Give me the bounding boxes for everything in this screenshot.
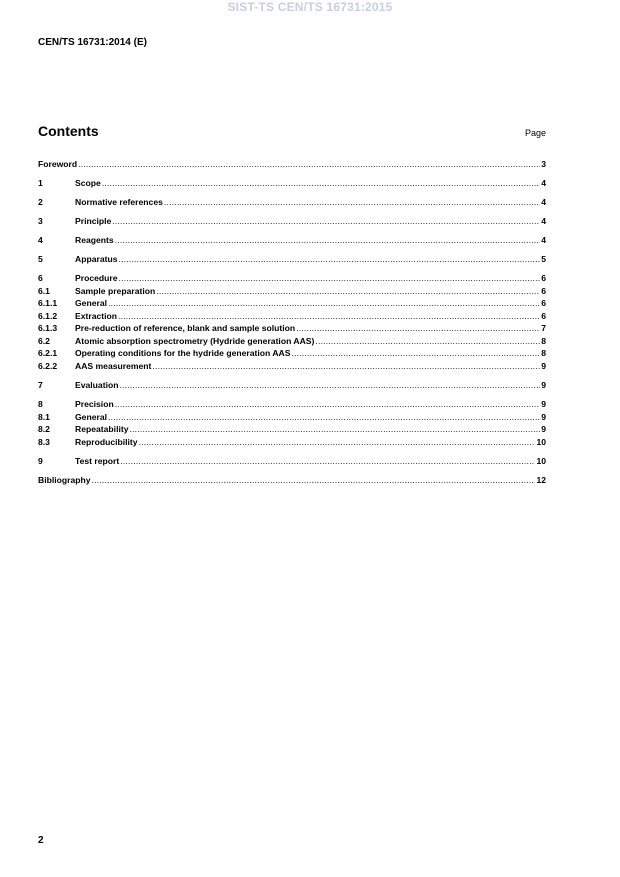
toc-entry[interactable]	[38, 215, 546, 228]
dot-leader	[156, 285, 540, 298]
dot-leader	[292, 347, 541, 360]
toc-entry-title: Evaluation	[75, 380, 119, 391]
toc-entry-title: Procedure	[75, 272, 118, 283]
dot-leader	[119, 379, 540, 392]
toc-entry-title: Operating conditions for the hydride generation AAS	[75, 348, 291, 359]
toc-entry-title: Apparatus	[75, 253, 118, 264]
dot-leader	[78, 158, 540, 171]
dot-leader	[120, 455, 535, 468]
toc-entry[interactable]	[38, 322, 546, 335]
dot-leader	[296, 322, 540, 335]
toc-entry-number: 8	[38, 399, 43, 410]
toc-entry-number: 1	[38, 177, 43, 188]
toc-entry[interactable]	[38, 455, 546, 468]
contents-title: Contents	[38, 123, 99, 139]
toc-entry-title: Normative references	[75, 196, 163, 207]
toc-entry-number: 6.2.2	[38, 361, 58, 372]
table-of-contents	[38, 158, 546, 486]
toc-entry-page: 7	[541, 323, 546, 334]
toc-entry-number: 8.1	[38, 411, 50, 422]
toc-entry-page: 9	[541, 361, 546, 372]
toc-entry[interactable]	[38, 158, 546, 171]
page-column-label: Page	[524, 128, 546, 138]
toc-entry-page: 9	[541, 411, 546, 422]
toc-entry-title: Repeatability	[75, 424, 129, 435]
toc-entry-title: Precision	[75, 399, 114, 410]
dot-leader	[164, 196, 540, 209]
dot-leader	[315, 335, 540, 348]
toc-entry-number: 2	[38, 196, 43, 207]
dot-leader	[119, 272, 541, 285]
toc-entry-title: General	[75, 411, 108, 422]
toc-entry-title: Extraction	[75, 310, 118, 321]
toc-entry-title: Pre-reduction of reference, blank and sample solution	[75, 323, 296, 334]
dot-leader	[102, 177, 540, 190]
toc-entry[interactable]	[38, 253, 546, 266]
toc-entry-page: 5	[541, 253, 546, 264]
toc-entry-number: 5	[38, 253, 43, 264]
toc-entry[interactable]	[38, 177, 546, 190]
toc-entry-page: 4	[541, 215, 546, 226]
toc-entry-number: 6	[38, 272, 43, 283]
toc-entry[interactable]	[38, 196, 546, 209]
toc-entry-number: 6.1	[38, 285, 50, 296]
toc-entry[interactable]	[38, 379, 546, 392]
toc-entry-title: Test report	[75, 455, 120, 466]
toc-entry-title: Reproducibility	[75, 436, 138, 447]
toc-entry-number: 7	[38, 380, 43, 391]
toc-entry-title: Atomic absorption spectrometry (Hydride generation AAS)	[75, 335, 315, 346]
toc-entry-page: 9	[541, 380, 546, 391]
dot-leader	[118, 310, 540, 323]
toc-entry-title: Principle	[75, 215, 112, 226]
toc-entry[interactable]	[38, 335, 546, 348]
watermark-text: SIST-TS CEN/TS 16731:2015	[227, 0, 393, 14]
toc-entry-title: Bibliography	[38, 474, 91, 485]
toc-entry-number: 8.2	[38, 424, 50, 435]
dot-leader	[139, 436, 536, 449]
toc-entry[interactable]	[38, 474, 546, 487]
toc-entry-page: 6	[541, 272, 546, 283]
dot-leader	[115, 398, 541, 411]
toc-entry-title: Foreword	[38, 159, 78, 169]
toc-entry-number: 6.1.1	[38, 298, 58, 309]
dot-leader	[130, 423, 541, 436]
toc-entry-page: 12	[536, 474, 546, 485]
toc-entry-page: 9	[541, 399, 546, 410]
toc-entry[interactable]	[38, 272, 546, 285]
toc-entry-title: Sample preparation	[75, 285, 156, 296]
toc-entry-page: 6	[541, 285, 546, 296]
toc-entry-number: 6.2.1	[38, 348, 58, 359]
toc-entry[interactable]	[38, 411, 546, 424]
toc-entry-number: 6.1.2	[38, 310, 58, 321]
dot-leader	[115, 234, 541, 247]
toc-entry[interactable]	[38, 398, 546, 411]
toc-entry[interactable]	[38, 423, 546, 436]
toc-entry-number: 3	[38, 215, 43, 226]
toc-entry-page: 3	[541, 159, 546, 169]
toc-entry-page: 4	[541, 177, 546, 188]
toc-entry-title: General	[75, 298, 108, 309]
dot-leader	[152, 360, 540, 373]
toc-entry[interactable]	[38, 234, 546, 247]
toc-entry-number: 8.3	[38, 436, 50, 447]
toc-entry[interactable]	[38, 360, 546, 373]
toc-entry-number: 4	[38, 234, 43, 245]
toc-entry-page: 8	[541, 335, 546, 346]
toc-entry-page: 8	[541, 348, 546, 359]
toc-entry-title: Scope	[75, 177, 101, 188]
toc-entry-page: 9	[541, 424, 546, 435]
toc-entry[interactable]	[38, 297, 546, 310]
dot-leader	[108, 411, 540, 424]
toc-entry-page: 10	[536, 455, 546, 466]
toc-entry-number: 6.2	[38, 335, 50, 346]
toc-entry[interactable]	[38, 285, 546, 298]
dot-leader	[112, 215, 540, 228]
toc-entry-page: 6	[541, 298, 546, 309]
toc-entry-title: Reagents	[75, 234, 114, 245]
toc-entry[interactable]	[38, 310, 546, 323]
document-header: CEN/TS 16731:2014 (E)	[38, 37, 147, 48]
toc-entry[interactable]	[38, 436, 546, 449]
toc-entry-page: 4	[541, 234, 546, 245]
dot-leader	[108, 297, 540, 310]
dot-leader	[92, 474, 536, 487]
toc-entry-title: AAS measurement	[75, 361, 152, 372]
toc-entry-number: 6.1.3	[38, 323, 58, 334]
dot-leader	[119, 253, 541, 266]
toc-entry[interactable]	[38, 347, 546, 360]
toc-entry-page: 10	[536, 436, 546, 447]
toc-entry-page: 4	[541, 196, 546, 207]
toc-entry-page: 6	[541, 310, 546, 321]
toc-entry-number: 9	[38, 455, 43, 466]
page-number: 2	[38, 835, 44, 846]
